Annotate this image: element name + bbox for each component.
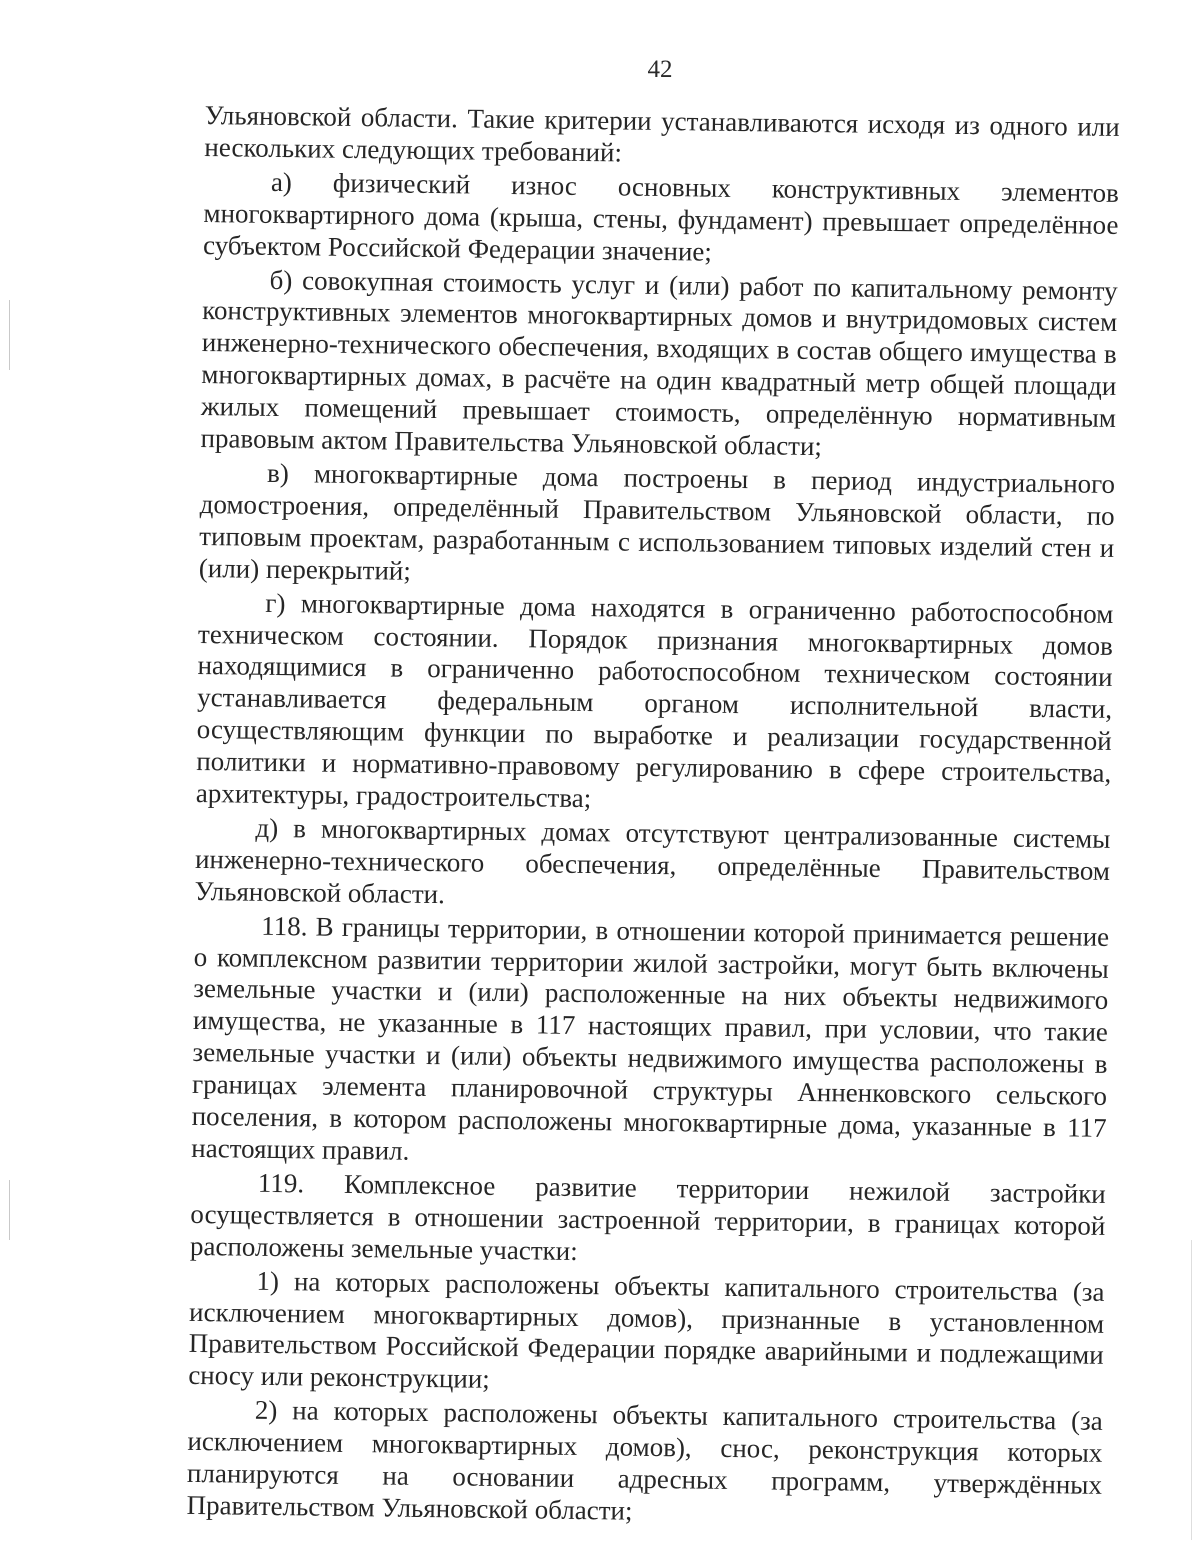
list-item-a: а) физический износ основных конструктивных элементов многоквартирного дома (крыша, стены, фундамент) превышает определённое субъектом Российской Федерации значение; <box>202 166 1120 267</box>
list-item-v: в) многоквартирные дома построены в период индустриального домостроения, определённый Правительством Ульяновской области, по типовым проектам, разработанным с использованием типовых изделий стен и (или) перекрытий; <box>198 457 1116 586</box>
list-item-d: д) в многоквартирных домах отсутствуют централизованные системы инженерно-технического обеспечения, определённые Правительством Ульяновской области. <box>194 812 1111 909</box>
clause-118: 118. В границы территории, в отношении которой принимается решение о комплексном развитии территории жилой застройки, могут быть включены земельные участки и (или) расположенные на них объекты недвижимого имущества, не указанные в 117 настоящих правил, при условии, что такие земельные участки и (или) объекты недвижимого имущества расположены в границах элемента планировочной структуры Анненковского сельского поселения, в котором расположены многоквартирные дома, указанные в 117 настоящих правил. <box>191 910 1110 1166</box>
paragraph-continuation: Ульяновской области. Такие критерии устанавливаются исходя из одного или нескольких следующих требований: <box>204 100 1120 168</box>
list-item-2: 2) на которых расположены объекты капитального строительства (за исключением многоквартирных домов), снос, реконструкция которых планируются на основании адресных программ, утверждённых Правительством Ульяновской области; <box>186 1395 1103 1526</box>
list-item-g: г) многоквартирные дома находятся в ограниченно работоспособном техническом состоянии. Порядок признания многоквартирных домов находящимися в ограниченно работоспособном техническом состоянии устанавливается федеральным органом исполнительной власти, осуществляющим функции по выработке и реализации государственной политики и нормативно-правовому регулированию в сфере строительства, архитектуры, градостроительства; <box>195 587 1114 814</box>
page-number: 42 <box>647 56 673 83</box>
scan-edge-mark <box>1191 1240 1192 1540</box>
document-body <box>186 100 1120 1534</box>
list-item-b: б) совокупная стоимость услуг и (или) работ по капитальному ремонту конструктивных элементов многоквартирных домов и внутридомовых систем инженерно-технического обеспечения, входящих в состав общего имущества в многоквартирных домах, в расчёте на один квадратный метр общей площади жилых помещений превышает стоимость, определённую нормативным правовым актом Правительства Ульяновской области; <box>200 264 1118 462</box>
list-item-1: 1) на которых расположены объекты капитального строительства (за исключением многоквартирных домов), признанные в установленном Правительством Российской Федерации порядке аварийными и подлежащими сносу или реконструкции; <box>188 1265 1105 1395</box>
scan-edge-mark <box>9 1180 10 1240</box>
clause-119: 119. Комплексное развитие территории нежилой застройки осуществляется в отношении застроенной территории, в границах которой расположены земельные участки: <box>189 1167 1106 1266</box>
scan-edge-mark <box>9 300 10 370</box>
